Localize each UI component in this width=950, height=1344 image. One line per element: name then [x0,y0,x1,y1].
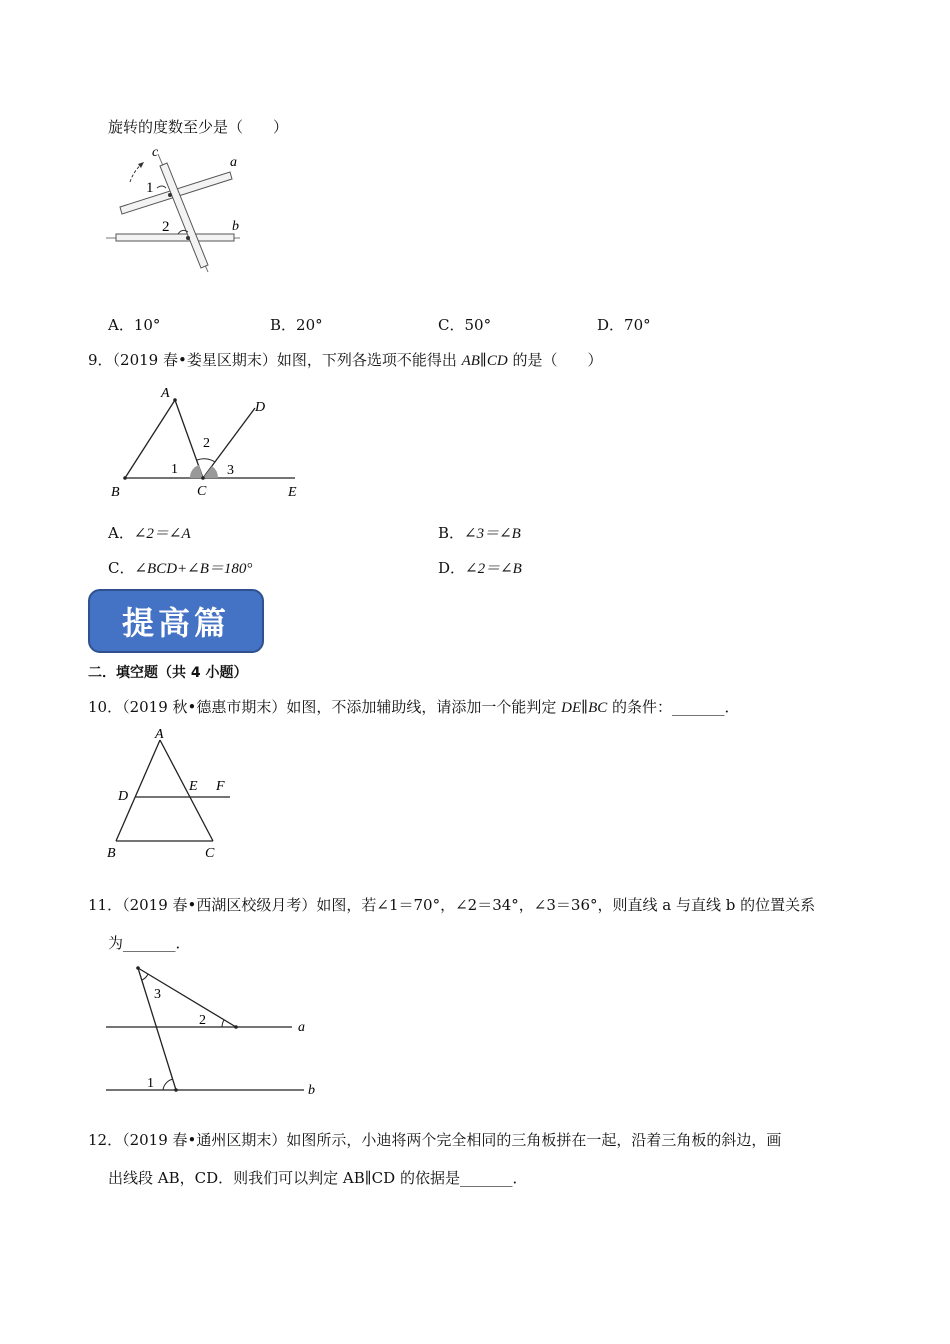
q9-option-d[interactable]: D．∠2＝∠B [438,559,522,577]
label-2: 2 [203,436,210,451]
label-a: a [230,155,237,170]
q12-stem-line1: 12．（2019 春•通州区期末）如图所示，小迪将两个完全相同的三角板拼在一起，沿着三角板的斜边，画 [88,1131,782,1149]
label-1: 1 [146,180,154,196]
q10-figure [100,724,240,864]
label-1: 1 [147,1076,154,1091]
segment-2 [138,968,236,1027]
q8-option-a[interactable]: A．10° [108,316,161,334]
label-3: 3 [227,463,234,478]
section-banner: 提高篇 [88,589,264,653]
label-a: a [298,1020,305,1035]
q8-figure [100,140,260,275]
section-title: 二．填空题（共 4 小题） [88,665,248,681]
angle2-arc [222,1020,224,1027]
q9-option-b[interactable]: B．∠3＝∠B [438,524,521,542]
pivot-dot [168,193,172,197]
q11-figure [100,960,330,1100]
label-B: B [111,485,120,500]
angle2-arc [197,459,215,462]
q8-option-d[interactable]: D．70° [597,316,651,334]
label-A: A [161,386,170,401]
q8-option-c[interactable]: C．50° [438,316,492,334]
label-C: C [205,846,215,861]
label-3: 3 [154,987,161,1002]
label-2: 2 [199,1013,206,1028]
q8-stem: 旋转的度数至少是（ ） [108,118,289,136]
q8-option-b[interactable]: B．20° [270,316,323,334]
label-D: D [118,789,129,804]
q11-stem-line1: 11．（2019 春•西湖区校级月考）如图，若∠1＝70°，∠2＝34°，∠3＝36°，则直线 a 与直线 b 的位置关系 [88,896,816,914]
label-c: c [152,145,159,160]
angle1-arc [157,186,166,188]
label-b: b [308,1083,315,1098]
label-D: D [255,400,266,415]
label-C: C [197,484,207,499]
label-A: A [155,727,164,742]
angle3-arc [142,974,148,980]
q10-stem: 10．（2019 秋•德惠市期末）如图，不添加辅助线，请添加一个能判定 DE∥BC 的条件：_______． [88,698,740,716]
q9-option-a[interactable]: A．∠2＝∠A [108,524,191,542]
segment-ac [160,740,213,841]
label-F: F [216,779,225,794]
angle1-arc [163,1079,173,1090]
label-B: B [107,846,116,861]
q9-option-c[interactable]: C．∠BCD+∠B＝180° [108,559,253,577]
segment-ba [125,400,175,478]
label-1: 1 [171,462,178,477]
label-E: E [288,485,297,500]
label-E: E [189,779,198,794]
rod-b [106,234,240,241]
label-b: b [232,219,239,234]
joint-dot [186,236,190,240]
q11-stem-line2: 为_______． [108,934,191,952]
label-2: 2 [162,219,170,235]
q9-figure [105,380,305,500]
rod-c [158,154,208,272]
q9-stem: 9．（2019 春•娄星区期末）如图，下列各选项不能得出 AB∥CD 的是（ ） [88,351,603,369]
q12-stem-line2: 出线段 AB，CD．则我们可以判定 AB∥CD 的依据是_______． [108,1169,528,1187]
